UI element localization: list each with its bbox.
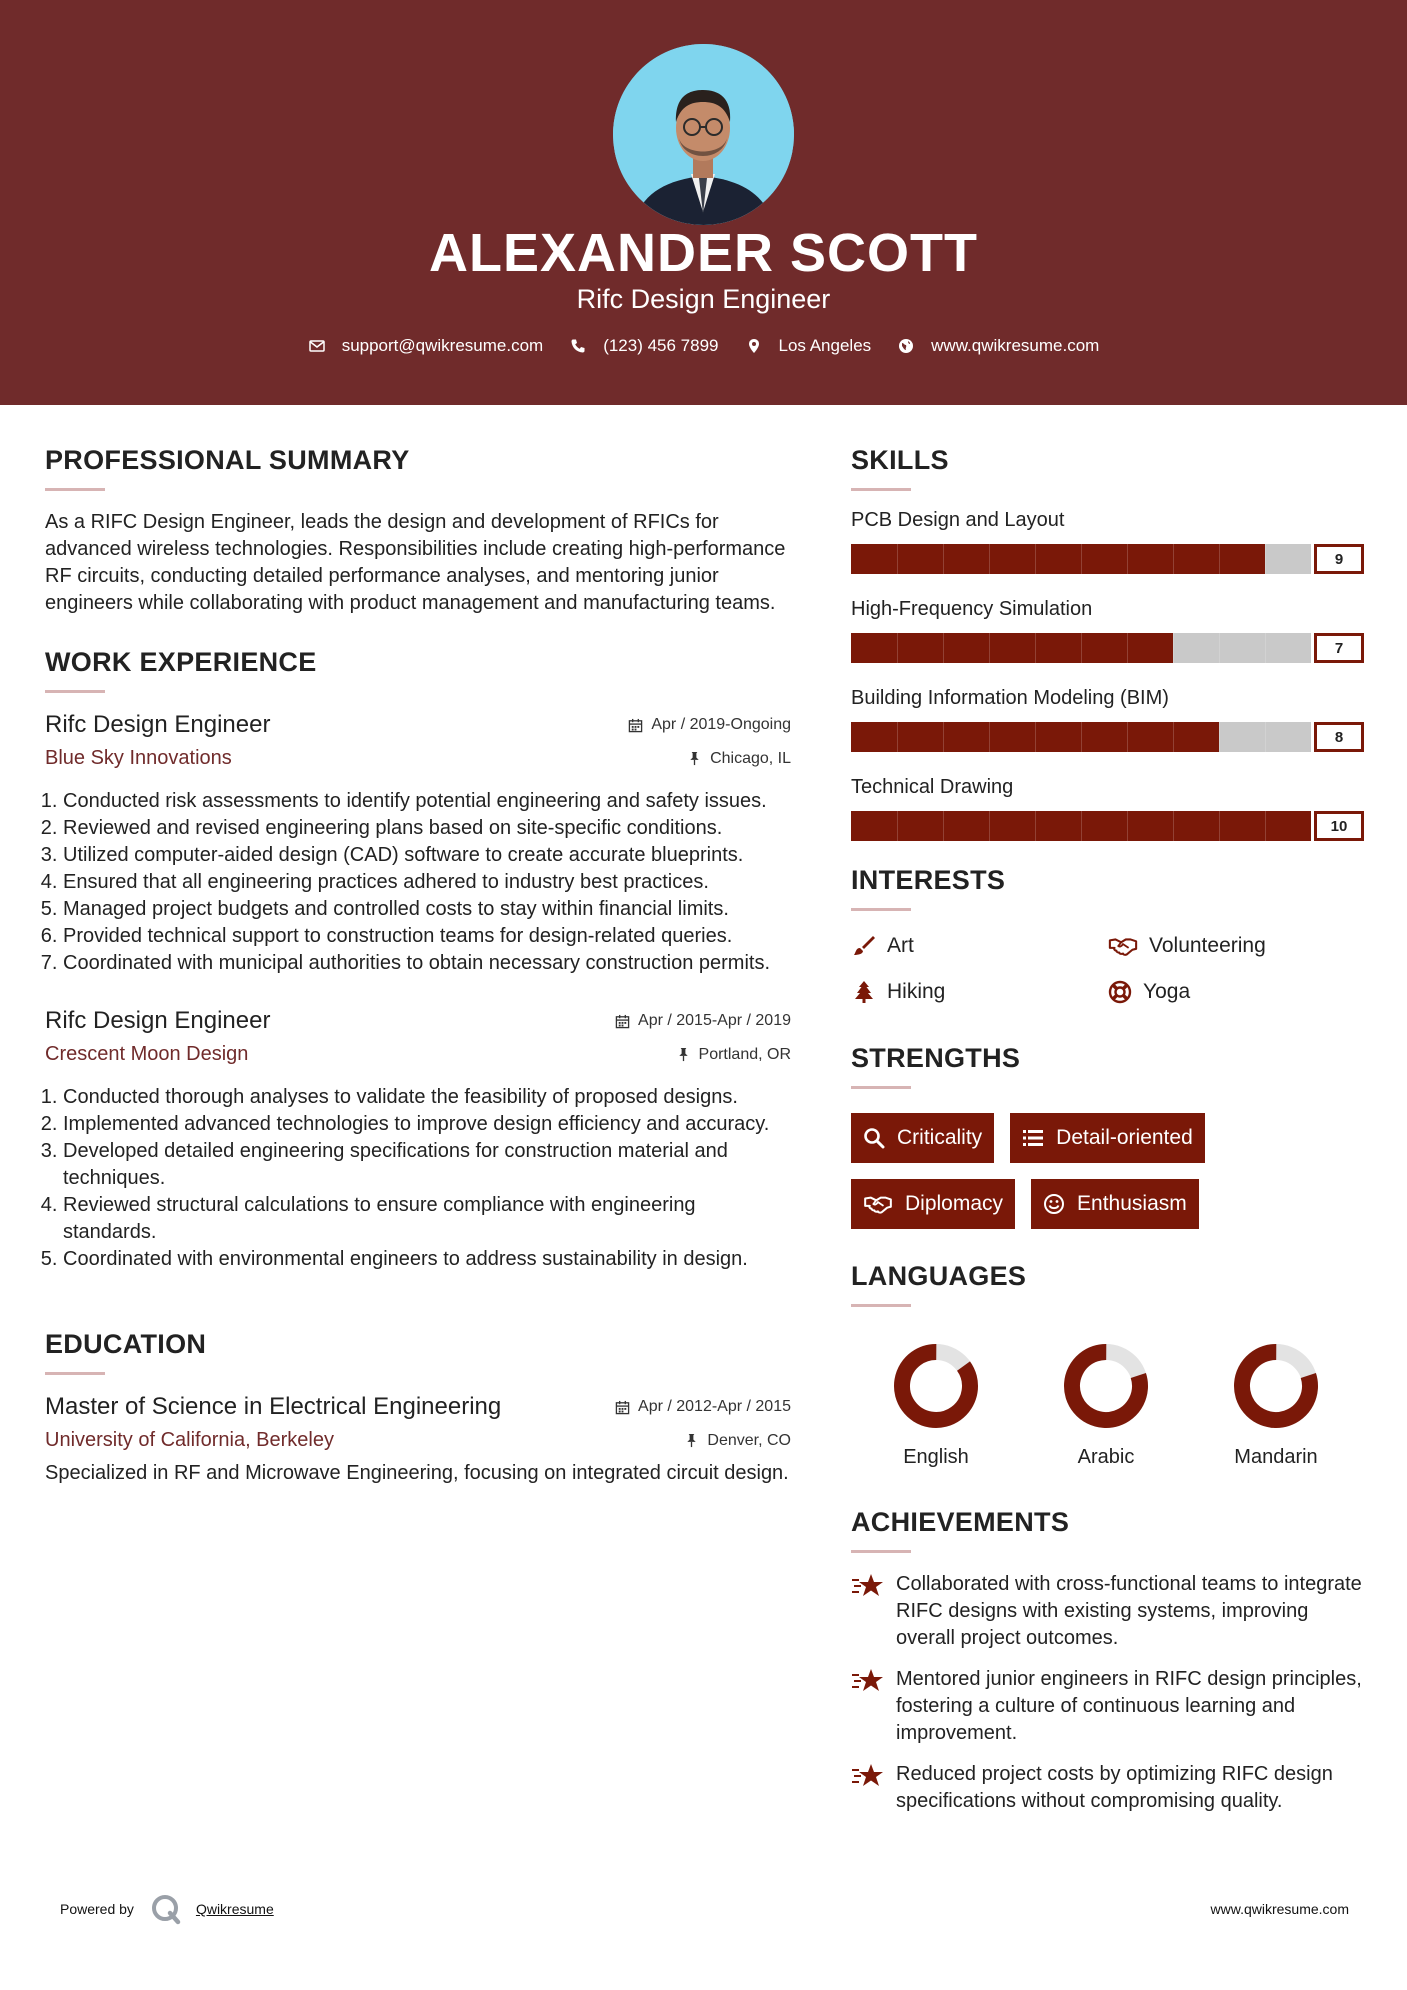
phone-icon (569, 337, 587, 355)
interest-volunteering (1107, 933, 1363, 959)
education-section (45, 1329, 791, 1487)
languages-section (851, 1261, 1364, 1469)
list-item: 7. Coordinated with municipal authorities to obtain necessary construction permits. (63, 950, 791, 977)
interests-heading: INTERESTS (851, 865, 1006, 895)
skill-score: 10 (1314, 811, 1364, 841)
skill-name: Building Information Modeling (BIM) (851, 687, 1169, 709)
list-item: 2. Implemented advanced technologies to improve design efficiency and accuracy. (63, 1111, 791, 1138)
contact-phone-text: (123) 456 7899 (603, 336, 719, 355)
education-dates-text: Apr / 2012-Apr / 2015 (638, 1398, 791, 1415)
language-name: Mandarin (1234, 1446, 1318, 1468)
section-divider (45, 690, 105, 693)
education-dates (615, 1398, 791, 1416)
contact-website[interactable] (897, 336, 1099, 356)
job-location-text: Chicago, IL (710, 749, 791, 767)
skill-name: High-Frequency Simulation (851, 598, 1093, 620)
calendar-icon (628, 718, 643, 733)
interest-label: Hiking (887, 980, 946, 1003)
achievement-item (851, 1761, 1364, 1815)
school-name: University of California, Berkeley (45, 1429, 334, 1451)
skill-item (851, 598, 1364, 663)
job-location-text: Portland, OR (698, 1045, 791, 1063)
skill-item (851, 776, 1364, 841)
experience-section (45, 647, 791, 1273)
globe-icon (897, 337, 915, 355)
list-item: 3. Developed detailed engineering specifications for construction material and techniques. (63, 1138, 791, 1192)
contact-email[interactable] (308, 336, 544, 356)
language-donut-fill (1063, 1343, 1149, 1429)
interests-section (851, 865, 1364, 1005)
skill-segment-divider (1219, 722, 1220, 752)
list-item: 1. Conducted thorough analyses to validate the feasibility of proposed designs. (63, 1084, 791, 1111)
skill-segment-divider (1081, 544, 1082, 574)
section-divider (851, 908, 911, 911)
map-pin-icon (745, 337, 763, 355)
section-divider (851, 1086, 911, 1089)
pushpin-icon (684, 1433, 699, 1448)
trophy-star-icon (851, 1571, 887, 1601)
skill-segment-divider (1035, 544, 1036, 574)
skill-segment-divider (1219, 633, 1220, 663)
contact-phone[interactable] (569, 336, 718, 356)
achievement-item (851, 1571, 1364, 1652)
skill-segment-divider (1173, 633, 1174, 663)
resume-header (0, 0, 1407, 405)
powered-by (60, 1893, 274, 1925)
skill-bar (851, 722, 1364, 752)
list-item: 2. Reviewed and revised engineering plans based on site-specific conditions. (63, 815, 791, 842)
education-description: Specialized in RF and Microwave Engineering, focusing on integrated circuit design. (45, 1462, 789, 1484)
achievements-heading: ACHIEVEMENTS (851, 1507, 1070, 1537)
skill-segment-divider (989, 811, 990, 841)
lifebuoy-icon (1107, 979, 1133, 1005)
skill-segment-divider (1127, 633, 1128, 663)
interest-label: Art (887, 934, 914, 957)
job-company: Crescent Moon Design (45, 1043, 249, 1065)
skill-segment-divider (897, 722, 898, 752)
job-entry (45, 711, 791, 977)
job-duties (45, 1084, 791, 1273)
skill-fill (851, 633, 1173, 663)
calendar-icon (615, 1400, 630, 1415)
education-location (684, 1432, 791, 1450)
skill-segment-divider (943, 811, 944, 841)
footer-website[interactable]: www.qwikresume.com (1210, 1901, 1349, 1917)
strength-chip (1031, 1179, 1199, 1229)
skill-track (851, 544, 1311, 574)
strength-chip (851, 1113, 994, 1163)
envelope-icon (308, 337, 326, 355)
tree-icon (851, 979, 877, 1005)
interest-hiking (851, 979, 1107, 1005)
profile-photo (613, 44, 794, 225)
skill-segment-divider (1081, 722, 1082, 752)
qwikresume-logo-icon (150, 1893, 182, 1925)
section-divider (851, 488, 911, 491)
contact-website-text: www.qwikresume.com (931, 336, 1100, 355)
language-name: Arabic (1077, 1446, 1135, 1468)
skill-segment-divider (1035, 722, 1036, 752)
skill-segment-divider (1219, 811, 1220, 841)
job-dates-text: Apr / 2019-Ongoing (651, 716, 791, 733)
list-icon (1022, 1127, 1044, 1149)
trophy-star-icon (851, 1666, 887, 1696)
skill-segment-divider (897, 633, 898, 663)
strength-label: Enthusiasm (1077, 1192, 1187, 1215)
list-item: 6. Provided technical support to construction teams for design-related queries. (63, 923, 791, 950)
section-divider (851, 1304, 911, 1307)
skill-segment-divider (943, 722, 944, 752)
skill-segment-divider (1173, 811, 1174, 841)
languages-heading: LANGUAGES (851, 1261, 1027, 1291)
skill-segment-divider (1265, 811, 1266, 841)
language-donut (891, 1341, 981, 1431)
skill-segment-divider (1127, 722, 1128, 752)
calendar-icon (615, 1014, 630, 1029)
job-company: Blue Sky Innovations (45, 747, 232, 769)
right-column (851, 445, 1364, 1829)
trophy-star-icon (851, 1761, 887, 1791)
section-divider (45, 488, 105, 491)
language-donut-fill (1233, 1343, 1319, 1429)
contact-bar (0, 336, 1407, 356)
job-dates-text: Apr / 2015-Apr / 2019 (638, 1012, 791, 1029)
strength-chip (1010, 1113, 1205, 1163)
skill-segment-divider (1219, 544, 1220, 574)
skill-track (851, 811, 1311, 841)
list-item: 4. Ensured that all engineering practices adhered to industry best practices. (63, 869, 791, 896)
list-item: 5. Coordinated with environmental engineers to address sustainability in design. (63, 1246, 791, 1273)
strength-label: Criticality (897, 1126, 983, 1149)
skill-track (851, 633, 1311, 663)
skill-segment-divider (897, 811, 898, 841)
summary-heading: PROFESSIONAL SUMMARY (45, 445, 410, 475)
skill-name: Technical Drawing (851, 776, 1014, 798)
powered-by-text: Powered by (60, 1901, 134, 1917)
skill-segment-divider (943, 633, 944, 663)
summary-text: As a RIFC Design Engineer, leads the design and development of RFICs for advanced wireless technologies. Responsibilities include creating high-performance RF circuits, conducting detailed performance analyses, and mentoring junior engineers while collaborating with product management and manufacturing teams. (45, 511, 786, 614)
section-divider (851, 1550, 911, 1553)
skill-fill (851, 544, 1265, 574)
job-location (676, 1046, 791, 1064)
handshake-icon (1107, 933, 1139, 959)
skill-segment-divider (1127, 811, 1128, 841)
skill-segment-divider (897, 544, 898, 574)
skill-segment-divider (989, 633, 990, 663)
skill-track (851, 722, 1311, 752)
search-icon (863, 1127, 885, 1149)
interest-art (851, 933, 1107, 959)
skill-bar (851, 633, 1364, 663)
paintbrush-icon (851, 933, 877, 959)
skill-bar (851, 544, 1364, 574)
language-name: English (903, 1446, 969, 1468)
list-item: 4. Reviewed structural calculations to ensure compliance with engineering standards. (63, 1192, 791, 1246)
education-heading: EDUCATION (45, 1329, 207, 1359)
job-entry (45, 1007, 791, 1273)
skill-score: 9 (1314, 544, 1364, 574)
summary-section (45, 445, 791, 617)
experience-heading: WORK EXPERIENCE (45, 647, 317, 677)
list-item: 3. Utilized computer-aided design (CAD) software to create accurate blueprints. (63, 842, 791, 869)
language-donut (1061, 1341, 1151, 1431)
left-column (45, 445, 791, 1487)
skill-segment-divider (989, 722, 990, 752)
skill-name: PCB Design and Layout (851, 509, 1065, 531)
skill-segment-divider (1127, 544, 1128, 574)
skill-segment-divider (1081, 811, 1082, 841)
education-location-text: Denver, CO (707, 1431, 791, 1449)
job-location (687, 750, 791, 768)
contact-location (745, 336, 872, 356)
skill-item (851, 509, 1364, 574)
interest-yoga (1107, 979, 1363, 1005)
page-footer (60, 1893, 1349, 1925)
strength-label: Detail-oriented (1056, 1126, 1193, 1149)
person-photo-icon (613, 44, 794, 225)
smile-icon (1043, 1193, 1065, 1215)
skill-item (851, 687, 1364, 752)
strength-label: Diplomacy (905, 1192, 1004, 1215)
skill-segment-divider (1265, 633, 1266, 663)
skill-segment-divider (1265, 722, 1266, 752)
qwikresume-link[interactable]: Qwikresume (195, 1901, 274, 1917)
language-donut-fill (891, 1341, 981, 1431)
interest-label: Volunteering (1149, 934, 1266, 957)
skill-segment-divider (1265, 544, 1266, 574)
strengths-heading: STRENGTHS (851, 1043, 1021, 1073)
achievements-section (851, 1507, 1364, 1815)
skills-section (851, 445, 1364, 841)
strengths-section (851, 1043, 1364, 1229)
language-item (1021, 1341, 1191, 1469)
skill-segment-divider (943, 544, 944, 574)
candidate-title: Rifc Design Engineer (576, 284, 831, 314)
degree-title: Master of Science in Electrical Engineering (45, 1393, 502, 1420)
list-item: 1. Conducted risk assessments to identify potential engineering and safety issues. (63, 788, 791, 815)
language-item (851, 1341, 1021, 1469)
language-donut (1231, 1341, 1321, 1431)
interest-label: Yoga (1143, 980, 1191, 1003)
skill-segment-divider (1081, 633, 1082, 663)
skill-segment-divider (1173, 722, 1174, 752)
job-dates (615, 1012, 791, 1030)
job-duties (45, 788, 791, 977)
contact-location-text: Los Angeles (778, 336, 872, 355)
section-divider (45, 1372, 105, 1375)
achievement-item (851, 1666, 1364, 1747)
skills-heading: SKILLS (851, 445, 949, 475)
pushpin-icon (676, 1047, 691, 1062)
contact-email-text: support@qwikresume.com (341, 336, 544, 355)
job-title: Rifc Design Engineer (45, 711, 271, 738)
language-item (1191, 1341, 1361, 1469)
skill-segment-divider (989, 544, 990, 574)
skill-segment-divider (1035, 633, 1036, 663)
skill-segment-divider (1035, 811, 1036, 841)
job-title: Rifc Design Engineer (45, 1007, 271, 1034)
skill-segment-divider (1173, 544, 1174, 574)
skill-score: 8 (1314, 722, 1364, 752)
candidate-name: ALEXANDER SCOTT (428, 223, 978, 283)
strength-chip (851, 1179, 1015, 1229)
job-dates (628, 716, 791, 734)
achievement-text: Collaborated with cross-functional teams to integrate RIFC designs with existing systems, improving overall project outcomes. (896, 1573, 1362, 1649)
achievement-text: Reduced project costs by optimizing RIFC design specifications without compromising quality. (896, 1763, 1333, 1812)
achievement-text: Mentored junior engineers in RIFC design principles, fostering a culture of continuous learning and improvement. (896, 1668, 1362, 1744)
skill-score: 7 (1314, 633, 1364, 663)
list-item: 5. Managed project budgets and controlled costs to stay within financial limits. (63, 896, 791, 923)
handshake-icon (863, 1193, 893, 1215)
pushpin-icon (687, 751, 702, 766)
skill-bar (851, 811, 1364, 841)
